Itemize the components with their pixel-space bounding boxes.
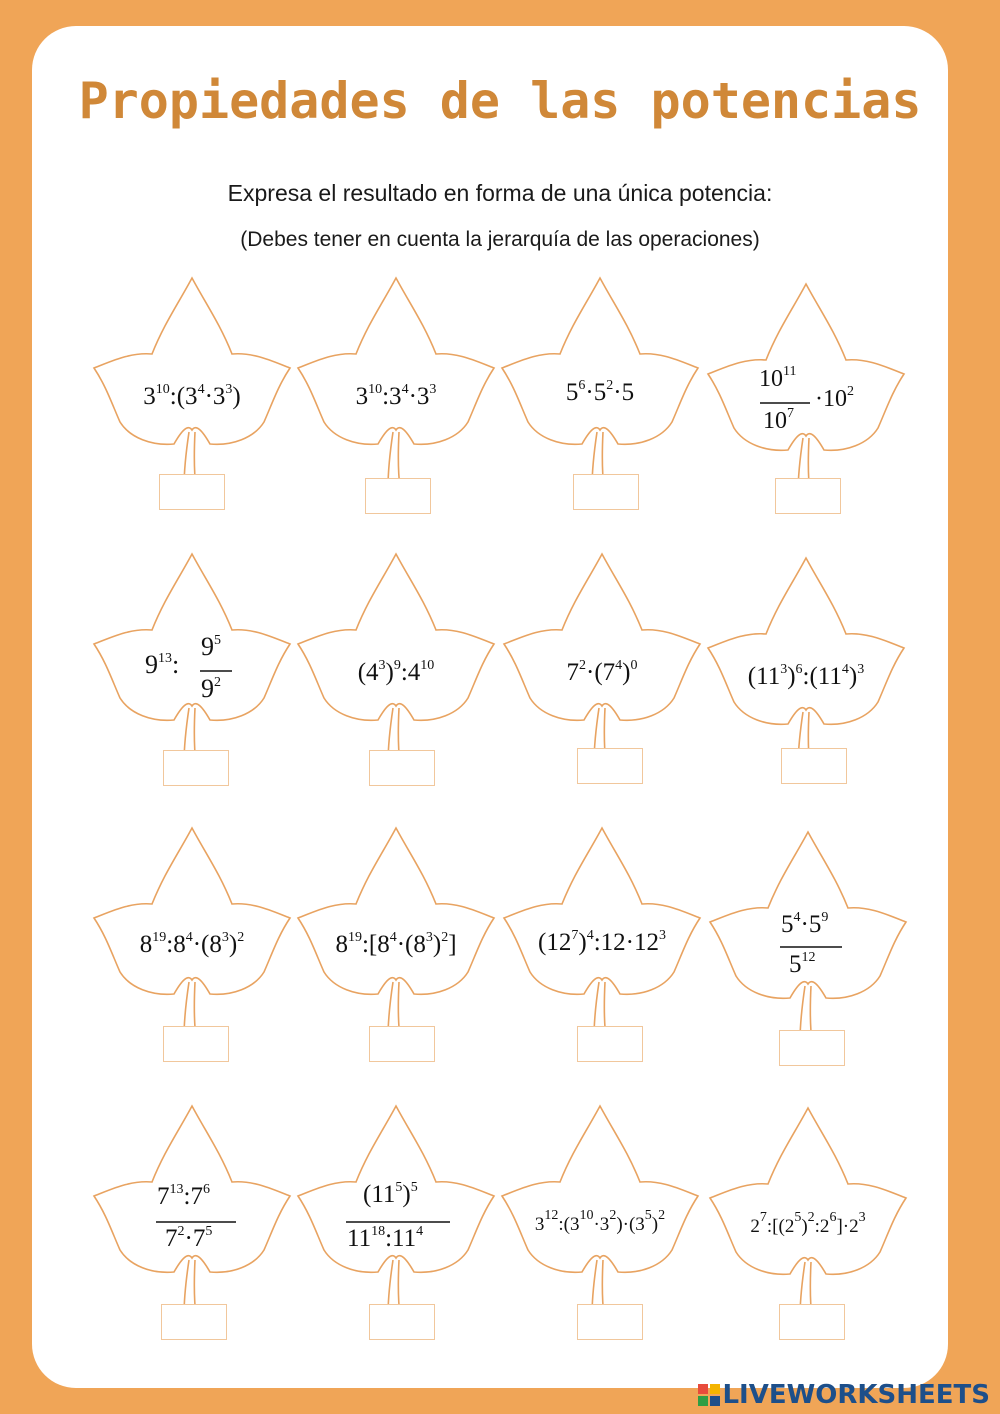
answer-box-8[interactable] [781, 748, 847, 784]
leaf-14 [298, 1106, 494, 1316]
expression-6: $(4^3)^9:4^{10}$ [357, 658, 435, 686]
expression-9: $8^{19}:8^4\cdot(8^3)^2$ [139, 930, 245, 958]
expression-2: $3^{10}:3^4\cdot 3^3$ [355, 382, 437, 410]
expression-16: $2^7:[(2^5)^2:2^6]\cdot 2^3$ [750, 1210, 866, 1237]
answer-box-1[interactable] [159, 474, 225, 510]
leaf-4 [708, 284, 904, 494]
expression-10: $8^{19}:[8^4\cdot(8^3)^2]$ [335, 930, 457, 958]
answer-box-16[interactable] [779, 1304, 845, 1340]
answer-box-12[interactable] [779, 1030, 845, 1066]
answer-box-14[interactable] [369, 1304, 435, 1340]
expression-8: $(11^3)^6:(11^4)^3$ [747, 662, 865, 690]
leaf-5 [94, 554, 290, 764]
answer-box-15[interactable] [577, 1304, 643, 1340]
answer-box-11[interactable] [577, 1026, 643, 1062]
liveworksheets-logo-icon [698, 1384, 720, 1406]
brand-watermark: LIVEWORKSHEETS [722, 1380, 990, 1410]
hierarchy-note: (Debes tener en cuenta la jerarquía de las operaciones) [240, 228, 760, 251]
instructions: Expresa el resultado en forma de una única potencia: [227, 180, 773, 206]
answer-box-3[interactable] [573, 474, 639, 510]
leaf-13 [94, 1106, 290, 1316]
answer-box-6[interactable] [369, 750, 435, 786]
expression-3: $5^6\cdot 5^2\cdot 5$ [565, 378, 635, 406]
expression-7: $7^2\cdot(7^4)^0$ [566, 658, 638, 686]
answer-box-2[interactable] [365, 478, 431, 514]
expression-15: $3^{12}:(3^{10}\cdot 3^2)\cdot(3^5)^2$ [534, 1208, 666, 1235]
answer-box-10[interactable] [369, 1026, 435, 1062]
expression-11: $(12^7)^4:12\cdot 12^3$ [538, 928, 666, 956]
page-title: Propiedades de las potencias [78, 72, 922, 130]
answer-box-9[interactable] [163, 1026, 229, 1062]
expression-1: $3^{10}:(3^4\cdot 3^3)$ [143, 382, 241, 410]
answer-box-5[interactable] [163, 750, 229, 786]
answer-box-4[interactable] [775, 478, 841, 514]
answer-box-7[interactable] [577, 748, 643, 784]
answer-box-13[interactable] [161, 1304, 227, 1340]
